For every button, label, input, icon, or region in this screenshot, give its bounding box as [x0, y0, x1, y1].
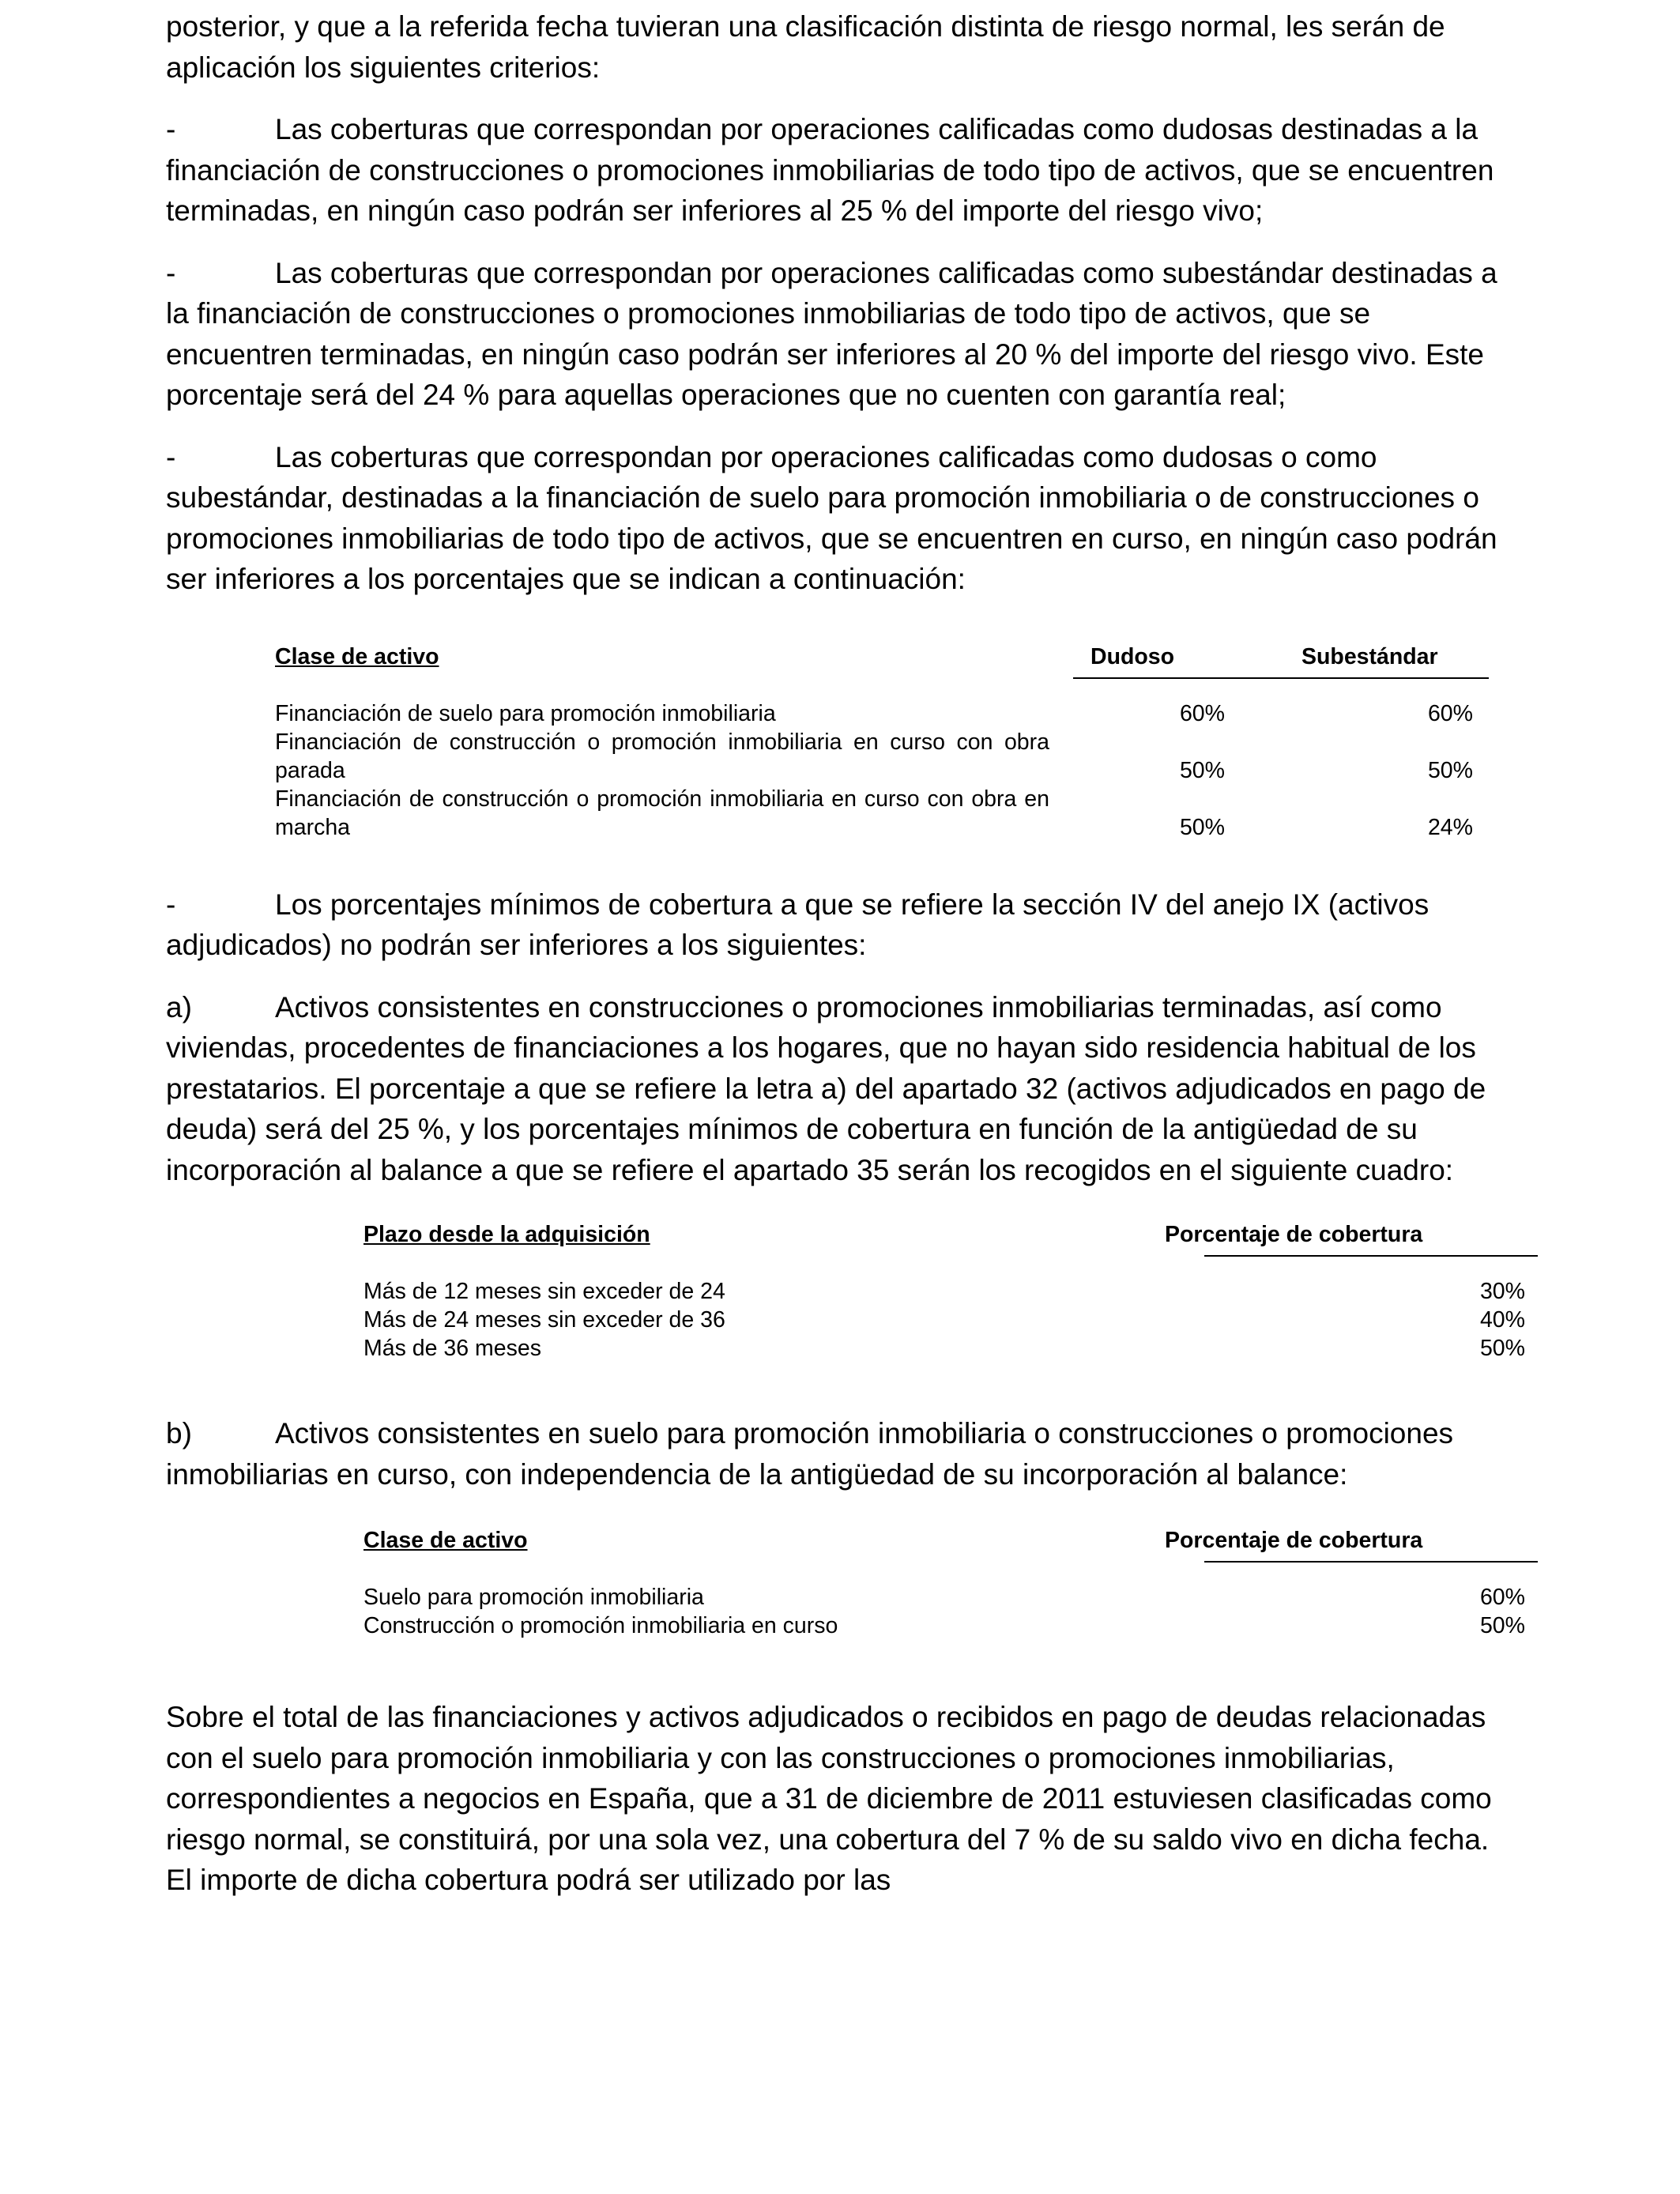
- table-row-label: Más de 12 meses sin exceder de 24: [363, 1279, 725, 1304]
- table-header-porcentaje: Porcentaje de cobertura: [1165, 1222, 1423, 1247]
- table-cell-dudoso: 50%: [1179, 757, 1225, 783]
- bullet-marker: -: [166, 440, 176, 473]
- document-page: [166, 6, 1525, 1901]
- header-rule-porcentaje: [1204, 1255, 1538, 1257]
- header-rule-porcentaje: [1204, 1561, 1538, 1563]
- bullet-dudosas-terminadas: [166, 109, 1501, 232]
- table-header-plazo: Plazo desde la adquisición: [363, 1222, 650, 1247]
- bullet-activos-adjudicados: [166, 884, 1501, 966]
- table-cell-porcentaje: 30%: [1479, 1279, 1525, 1304]
- table-row-label: Construcción o promoción inmobiliaria en curso: [363, 1613, 838, 1638]
- table-clase-activo-porcentaje: [166, 1495, 1525, 1645]
- table-cell-subestandar: 24%: [1427, 814, 1473, 840]
- table-row-label: Más de 36 meses: [363, 1336, 541, 1361]
- bullet-text: Las coberturas que correspondan por operaciones calificadas como subestándar destinadas a la financiación de construcciones o promociones inmobiliarias de todo tipo de activos, que se encuentren terminadas, en ningún caso podrán ser inferiores al 20 % del importe del riesgo vivo. Este porcentaje será del 24 % para aquellas operaciones que no cuenten con garantía real;: [166, 256, 1497, 411]
- bullet-text: Las coberturas que correspondan por operaciones calificadas como dudosas destinadas a la financiación de construcciones o promociones inmobiliarias de todo tipo de activos, que se encuentren terminadas, en ningún caso podrán ser inferiores al 25 % del importe del riesgo vivo;: [166, 113, 1494, 227]
- bullet-en-curso: [166, 437, 1501, 600]
- header-rule-dudoso: [1073, 677, 1279, 679]
- item-text: Activos consistentes en suelo para promoción inmobiliaria o construcciones o promociones inmobiliarias en curso, con independencia de la antigüedad de su incorporación al balance:: [166, 1417, 1454, 1491]
- bullet-subestandar-terminadas: [166, 253, 1501, 416]
- table-row-label: Más de 24 meses sin exceder de 36: [363, 1307, 725, 1333]
- final-paragraph: Sobre el total de las financiaciones y activos adjudicados o recibidos en pago de deudas relacionadas con el suelo para promoción inmobiliaria y con las construcciones o promociones inmobiliarias, correspondientes a negocios en España, que a 31 de diciembre de 2011 estuviesen clasificadas como riesgo normal, se constituirá, por una sola vez, una cobertura del 7 % de su saldo vivo en dicha fecha. El importe de dicha cobertura podrá ser utilizado por las: [166, 1701, 1492, 1896]
- header-rule-subestandar: [1279, 677, 1489, 679]
- table-header-clase-activo: Clase de activo: [275, 643, 439, 669]
- table-row-label: Suelo para promoción inmobiliaria: [363, 1585, 704, 1610]
- item-marker: b): [166, 1417, 192, 1449]
- table-cell-subestandar: 50%: [1427, 757, 1473, 783]
- item-text: Activos consistentes en construcciones o promociones inmobiliarias terminadas, así como viviendas, procedentes de financiaciones a los hogares, que no hayan sido residencia habitual de los prestatarios. El porcentaje a que se refiere la letra a) del apartado 32 (activos adjudicados en pago de deuda) será del 25 %, y los porcentajes mínimos de cobertura en función de la antigüedad de su incorporación al balance a que se refiere el apartado 35 serán los recogidos en el siguiente cuadro:: [166, 990, 1486, 1186]
- table-cell-porcentaje: 40%: [1479, 1307, 1525, 1333]
- table-cell-dudoso: 50%: [1179, 814, 1225, 840]
- intro-paragraph: posterior, y que a la referida fecha tuvieran una clasificación distinta de riesgo normal, les serán de aplicación los siguientes criterios:: [166, 10, 1445, 84]
- table-row-label: Financiación de construcción o promoción inmobiliaria en curso con obra parada: [275, 729, 1049, 783]
- item-a: [166, 987, 1501, 1191]
- bullet-text: Los porcentajes mínimos de cobertura a que se refiere la sección IV del anejo IX (activos adjudicados) no podrán ser inferiores a los siguientes:: [166, 888, 1430, 961]
- table-header-clase-activo: Clase de activo: [363, 1528, 528, 1553]
- table-header-subestandar: Subestándar: [1301, 643, 1438, 669]
- table-clase-activo-dudoso-subestandar: [166, 611, 1501, 872]
- bullet-text: Las coberturas que correspondan por operaciones calificadas como dudosas o como subestándar, destinadas a la financiación de suelo para promoción inmobiliaria o de construcciones o promociones inmobiliarias de todo tipo de activos, que se encuentren en curso, en ningún caso podrán ser inferiores a los porcentajes que se indican a continuación:: [166, 440, 1497, 595]
- bullet-marker: -: [166, 888, 176, 921]
- table-cell-subestandar: 60%: [1427, 700, 1473, 726]
- item-marker: a): [166, 990, 192, 1023]
- table-cell-porcentaje: 50%: [1479, 1336, 1525, 1361]
- bullet-marker: -: [166, 113, 176, 145]
- table-header-porcentaje: Porcentaje de cobertura: [1165, 1528, 1423, 1553]
- item-b: [166, 1413, 1501, 1495]
- table-cell-dudoso: 60%: [1179, 700, 1225, 726]
- table-cell-porcentaje: 60%: [1479, 1585, 1525, 1610]
- table-row-label: Financiación de suelo para promoción inmobiliaria: [275, 700, 776, 726]
- table-row-label: Financiación de construcción o promoción inmobiliaria en curso con obra en marcha: [275, 786, 1049, 840]
- table-header-dudoso: Dudoso: [1090, 643, 1175, 669]
- table-cell-porcentaje: 50%: [1479, 1613, 1525, 1638]
- table-plazo-adquisicion: [166, 1190, 1525, 1372]
- bullet-marker: -: [166, 256, 176, 289]
